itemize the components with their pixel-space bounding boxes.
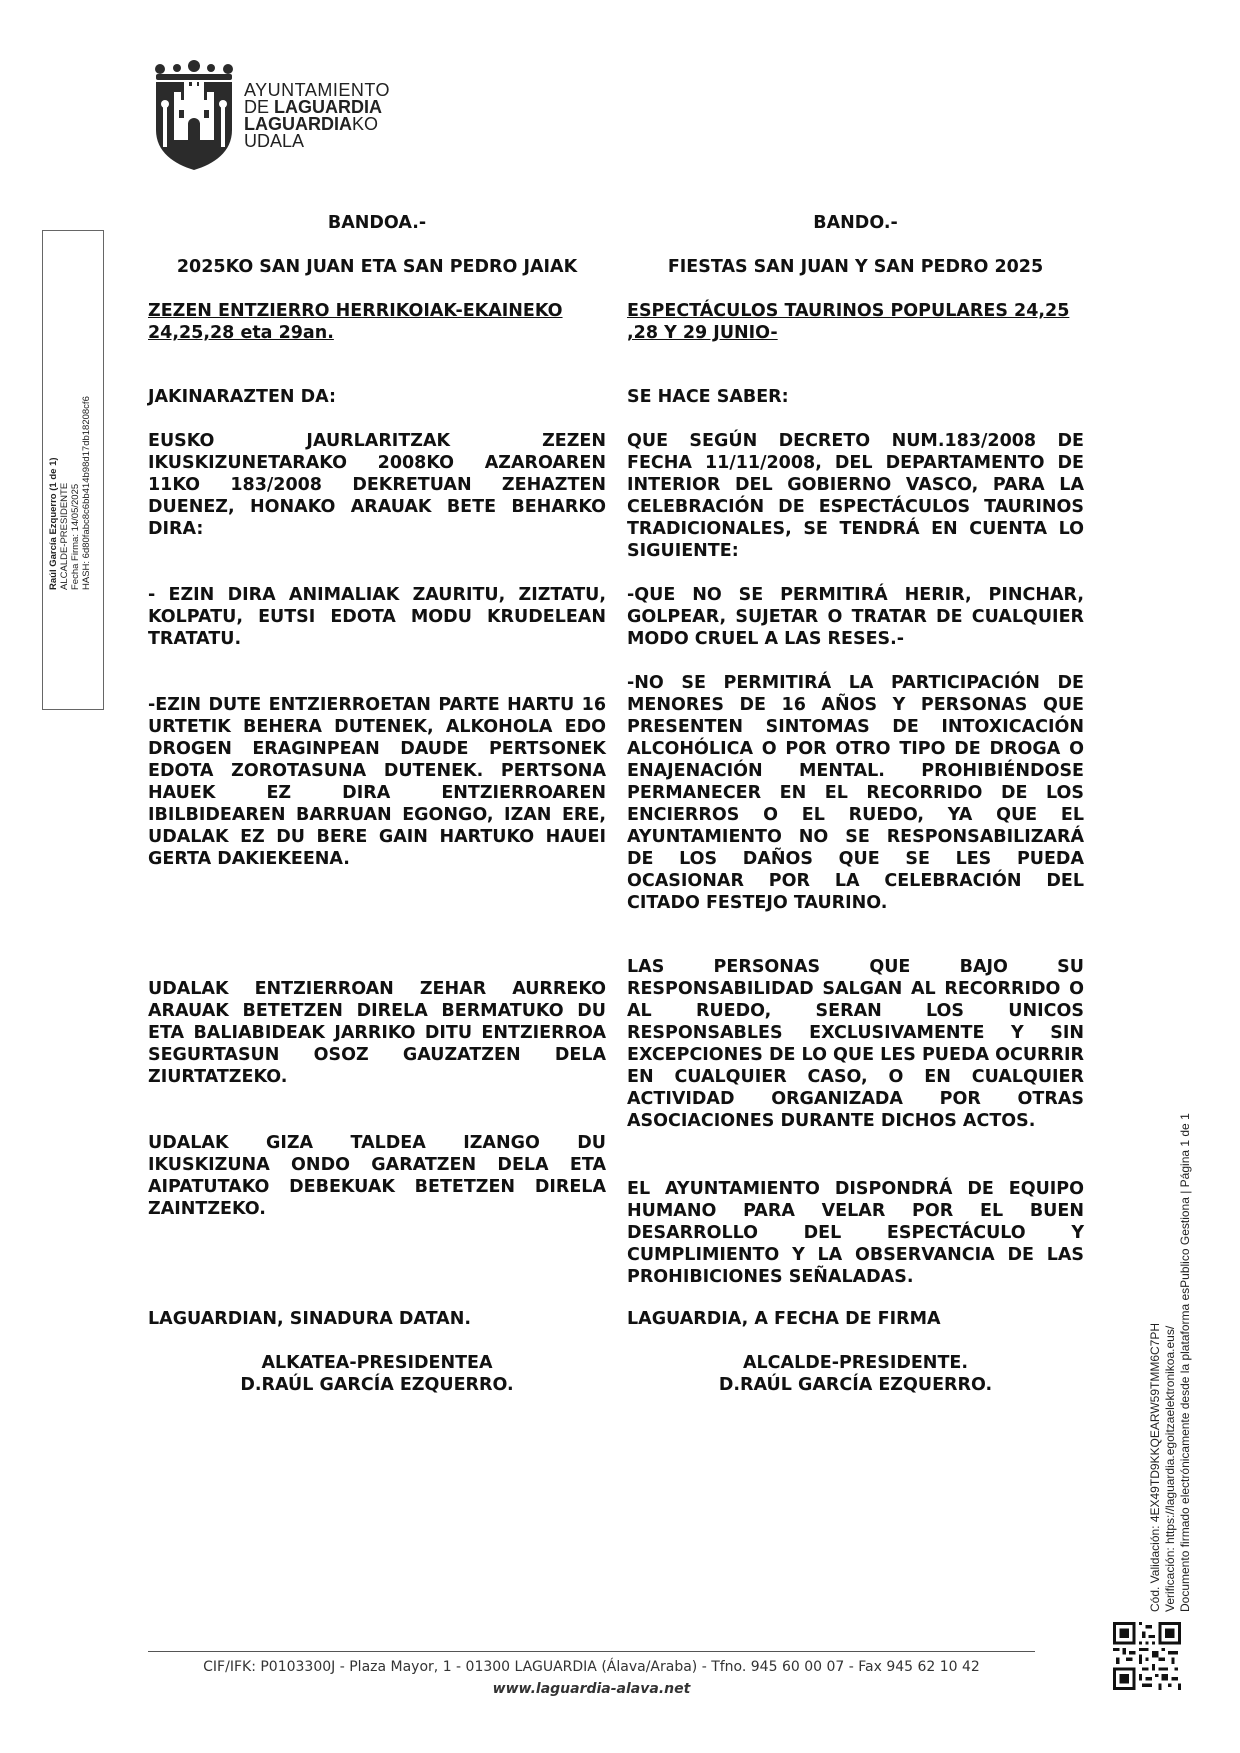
left-sign-role: ALKATEA-PRESIDENTEA [261, 1353, 493, 1373]
left-paragraph-5: UDALAK GIZA TALDEA IZANGO DU IKUSKIZUNA ONDO GARATZEN DELA ETA AIPATUTAKO DEBEKUAK BETETZEN DIRELA ZAINTZEKO. [148, 1133, 606, 1219]
signature-date: Fecha Firma: 14/05/2025 [70, 483, 81, 590]
validation-stamp [1148, 1113, 1193, 1612]
right-title: BANDO.- [813, 213, 898, 233]
logo-line-1: AYUNTAMIENTO [244, 80, 391, 100]
footer-divider [148, 1651, 1035, 1652]
logo-line-3: LAGUARDIAKO [244, 114, 379, 134]
castle-crest-icon [152, 60, 236, 172]
left-sign-name: D.RAÚL GARCÍA EZQUERRO. [240, 1375, 514, 1395]
validation-code: Cód. Validación: 4EX49TD9KKQEARW59TMM6C7PH [1148, 1322, 1162, 1612]
left-place-date: LAGUARDIAN, SINADURA DATAN. [148, 1309, 471, 1329]
validation-note: Documento firmado electrónicamente desde la plataforma esPublico Gestiona | Página 1 de 1 [1178, 1113, 1192, 1612]
right-sign-name: D.RAÚL GARCÍA EZQUERRO. [718, 1375, 993, 1395]
left-subtitle: 2025KO SAN JUAN ETA SAN PEDRO JAIAK [176, 257, 578, 277]
right-paragraph-3: -NO SE PERMITIRÁ LA PARTICIPACIÓN DE MENORES DE 16 AÑOS Y PERSONAS QUE PRESENTEN SINTOMAS DE INTOXICACIÓN ALCOHÓLICA O POR OTRO TIPO DE DROGA O ENAJENACIÓN MENTAL. PROHIBIÉNDOSE PERMANECER EN EL RECORRIDO DE LOS ENCIERROS O EL RUEDO, YA QUE EL AYUNTAMIENTO NO SE RESPONSABILIZARÁ DE LOS DAÑOS QUE SE LES PUEDA OCASIONAR POR LA CELEBRACIÓN DEL CITADO FESTEJO TAURINO. [627, 673, 1084, 913]
footer-website-link[interactable]: www.laguardia-alava.net [492, 1681, 691, 1697]
right-intro: SE HACE SABER: [627, 387, 789, 407]
right-heading: ESPECTÁCULOS TAURINOS POPULARES 24,25 ,28 Y 29 JUNIO- [627, 301, 1070, 343]
right-paragraph-5: EL AYUNTAMIENTO DISPONDRÁ DE EQUIPO HUMANO PARA VELAR POR EL BUEN DESARROLLO DEL ESPECTÁCULO Y CUMPLIMIENTO Y LA OBSERVANCIA DE LAS PROHIBICIONES SEÑALADAS. [627, 1179, 1084, 1287]
left-paragraph-1: EUSKO JAURLARITZAK ZEZEN IKUSKIZUNETARAKO 2008KO AZAROAREN 11KO 183/2008 DEKRETUAN ZEHAZTEN DUENEZ, HONAKO ARAUAK BETE BEHARKO DIRA: [148, 431, 606, 539]
footer-address: CIF/IFK: P0103300J - Plaza Mayor, 1 - 01300 LAGUARDIA (Álava/Araba) - Tfno. 945 60 00 07 - Fax 945 62 10 42 [203, 1659, 980, 1675]
left-intro: JAKINARAZTEN DA: [148, 387, 337, 407]
right-sign-role: ALCALDE-PRESIDENTE. [742, 1353, 968, 1373]
validation-url[interactable]: Verificación: https://laguardia.egoitzaelektronikoa.eus/ [1163, 1325, 1177, 1612]
signature-hash: HASH: 6d80fabc8c6bb414b98d17db18208cf6 [81, 396, 92, 590]
logo-line-2: DE LAGUARDIA [244, 97, 383, 117]
right-subtitle: FIESTAS SAN JUAN Y SAN PEDRO 2025 [667, 257, 1044, 277]
left-paragraph-4: UDALAK ENTZIERROAN ZEHAR AURREKO ARAUAK BETETZEN DIRELA BERMATUKO DU ETA BALIABIDEAK JARRIKO DITU ENTZIERROA SEGURTASUN OSOZ GAUZATZEN DELA ZIURTATZEKO. [148, 979, 606, 1087]
signer-name: Raúl García Ezquerro (1 de 1) [48, 457, 59, 590]
right-paragraph-4: LAS PERSONAS QUE BAJO SU RESPONSABILIDAD SALGAN AL RECORRIDO O AL RUEDO, SERAN LOS UNICOS RESPONSABLES EXCLUSIVAMENTE Y SIN EXCEPCIONES DE LO QUE LES PUEDA OCURRIR EN CUALQUIER CASO, O EN CUALQUIER ACTIVIDAD ORGANIZADA POR OTRAS ASOCIACIONES DURANTE DICHOS ACTOS. [627, 957, 1084, 1131]
left-paragraph-3: -EZIN DUTE ENTZIERROETAN PARTE HARTU 16 URTETIK BEHERA DUTENEK, ALKOHOLA EDO DROGEN ERAGINPEAN DAUDE PERTSONEK EDOTA ZOROTASUNA DUTENEK. PERTSONA HAUEK EZ DIRA ENTZIERROAREN IBILBIDEAREN BARRUAN EGONGO, IZAN ERE, UDALAK EZ DU BERE GAIN HARTUKO HAUEI GERTA DAKIEKEENA. [148, 695, 606, 869]
left-title: BANDOA.- [327, 213, 427, 233]
logo-line-4: UDALA [244, 131, 305, 151]
left-paragraph-2: - EZIN DIRA ANIMALIAK ZAURITU, ZIZTATU, KOLPATU, EUTSI EDOTA MODU KRUDELEAN TRATATU. [148, 585, 606, 649]
logo-text [244, 82, 390, 150]
signature-stamp [48, 396, 92, 590]
municipality-logo [152, 60, 412, 172]
right-paragraph-2: -QUE NO SE PERMITIRÁ HERIR, PINCHAR, GOLPEAR, SUJETAR O TRATAR DE CUALQUIER MODO CRUEL A LAS RESES.- [627, 585, 1084, 649]
right-paragraph-1: QUE SEGÚN DECRETO NUM.183/2008 DE FECHA 11/11/2008, DEL DEPARTAMENTO DE INTERIOR DEL GOBIERNO VASCO, PARA LA CELEBRACIÓN DE ESPECTÁCULOS TAURINOS TRADICIONALES, SE TENDRÁ EN CUENTA LO SIGUIENTE: [627, 431, 1084, 561]
right-place-date: LAGUARDIA, A FECHA DE FIRMA [627, 1309, 941, 1329]
qr-code-icon[interactable] [1113, 1622, 1181, 1690]
signer-role: ALCALDE-PRESIDENTE [59, 482, 70, 590]
left-heading: ZEZEN ENTZIERRO HERRIKOIAK-EKAINEKO 24,25,28 eta 29an. [148, 301, 563, 343]
